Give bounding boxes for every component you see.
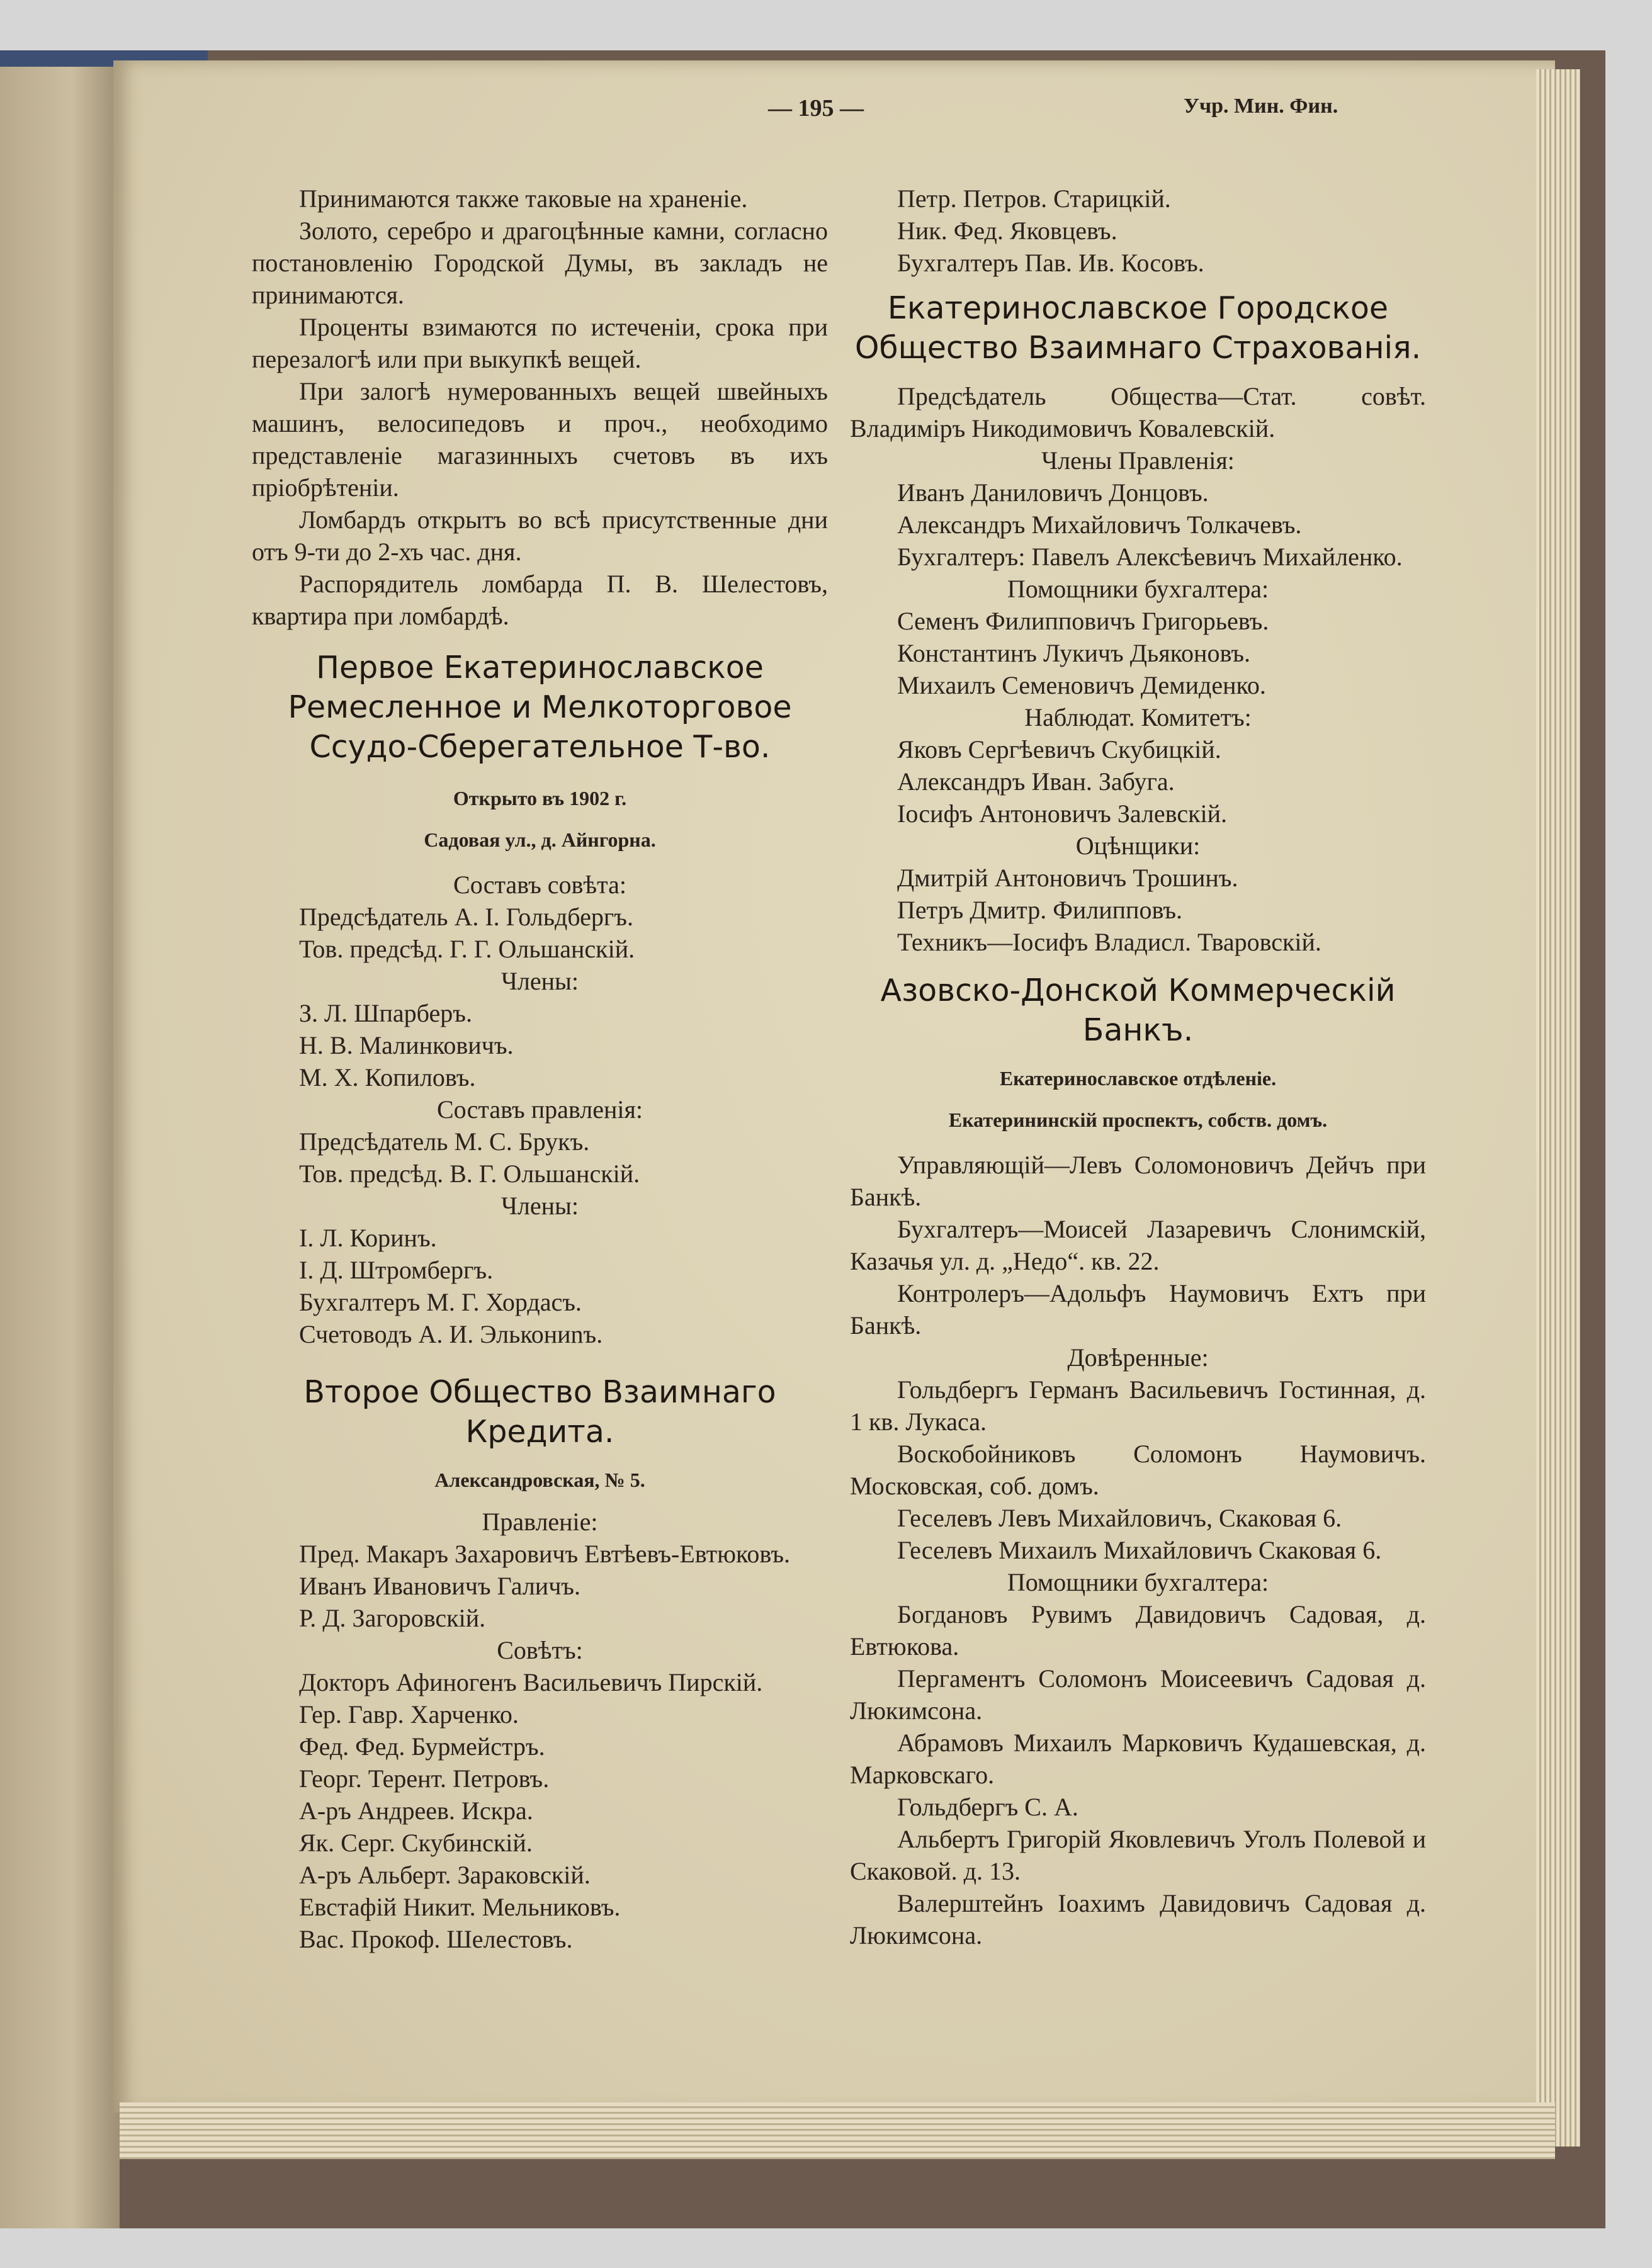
list-item: Іосифъ Антоновичъ Залевскій.	[897, 799, 1228, 828]
section-address: Садовая ул., д. Айнгорна.	[424, 828, 656, 851]
paragraph: Проценты взимаются по истеченіи, срока при перезалогѣ или при выкупкѣ вещей.	[252, 313, 828, 373]
list-heading: Помощники бухгалтера:	[1007, 1568, 1269, 1596]
list-item: Иванъ Ивановичъ Галичъ.	[299, 1572, 580, 1600]
list-item: Яковъ Сергѣевичъ Скубицкій.	[897, 735, 1221, 764]
list-item: А-ръ Альберт. Зараковскій.	[299, 1861, 591, 1889]
left-column	[252, 183, 828, 1955]
paragraph: Бухгалтеръ—Моисей Лазаревичъ Слонимскій, Казачья ул. д. „Недо“. кв. 22.	[850, 1215, 1426, 1275]
list-item: Тов. предсѣд. Г. Г. Ольшанскій.	[299, 935, 635, 963]
list-heading: Составъ совѣта:	[453, 871, 626, 899]
list-item: Иванъ Даниловичъ Донцовъ.	[897, 478, 1209, 507]
list-item: Гольдбергъ Германъ Васильевичъ Гостинная, д. 1 кв. Лукаса.	[850, 1375, 1426, 1436]
list-item: Докторъ Афиногенъ Васильевичъ Пирскій.	[299, 1668, 763, 1696]
list-item: Гер. Гавр. Харченко.	[299, 1700, 519, 1729]
list-item: Р. Д. Загоровскій.	[299, 1604, 486, 1632]
section-address: Екатерининскій проспектъ, собств. домъ.	[948, 1109, 1328, 1131]
section-title: Азовско-Донской Коммерческій Банкъ.	[880, 973, 1396, 1048]
running-head: Учр. Мин. Фин.	[1184, 94, 1338, 118]
list-item: Александръ Михайловичъ Толкачевъ.	[897, 511, 1302, 539]
list-item: Предсѣдатель А. І. Гольдбергъ.	[299, 903, 633, 931]
list-item: Валерштейнъ Іоахимъ Давидовичъ Садовая д. Люкимсона.	[850, 1889, 1426, 1949]
list-item: Предсѣдатель М. С. Брукъ.	[299, 1127, 590, 1156]
paragraph: Ломбардъ открытъ во всѣ присутственные дни отъ 9-ти до 2-хъ час. дня.	[252, 505, 828, 566]
list-heading: Наблюдат. Комитетъ:	[1024, 703, 1252, 731]
list-item: І. Л. Коринъ.	[299, 1224, 437, 1252]
section-title: Екатеринославское Городское Общество Взаимнаго Страхованія.	[854, 290, 1422, 366]
list-item: Н. В. Малинковичъ.	[299, 1031, 514, 1059]
list-item: Михаилъ Семеновичъ Демиденко.	[897, 671, 1266, 699]
left-page-edge	[0, 50, 120, 2228]
paragraph: Контролеръ—Адольфъ Наумовичъ Ехтъ при Банкѣ.	[850, 1279, 1426, 1340]
list-item: Ник. Фед. Яковцевъ.	[897, 217, 1117, 245]
list-item: Гольдбергъ С. А.	[897, 1793, 1078, 1821]
list-item: Альбертъ Григорій Яковлевичъ Уголъ Полевой и Скаковой. д. 13.	[850, 1825, 1426, 1885]
list-item: Петръ Дмитр. Филипповъ.	[897, 896, 1183, 924]
list-item: Георг. Терент. Петровъ.	[299, 1764, 550, 1793]
list-item: Богдановъ Рувимъ Давидовичъ Садовая, д. Евтюкова.	[850, 1600, 1426, 1661]
section-subtitle: Екатеринославское отдѣленіе.	[999, 1067, 1277, 1090]
section-title: Первое Екатеринославское Ремесленное и Мелкоторговое Ссудо-Сберегательное Т-во.	[288, 650, 792, 765]
list-item: Евстафій Никит. Мельниковъ.	[299, 1893, 621, 1921]
list-item: Техникъ—Іосифъ Владисл. Тваровскій.	[897, 928, 1321, 956]
page-number: — 195 —	[768, 95, 864, 121]
list-item: Вас. Прокоф. Шелестовъ.	[299, 1925, 573, 1953]
section-title: Второе Общество Взаимнаго Кредита.	[303, 1374, 776, 1450]
list-item: Тов. предсѣд. В. Г. Ольшанскій.	[299, 1159, 640, 1188]
list-item: Семенъ Филипповичъ Григорьевъ.	[897, 607, 1269, 635]
list-item: Пергаментъ Соломонъ Моисеевичъ Садовая д. Люкимсона.	[850, 1664, 1426, 1725]
list-heading: Правленіе:	[482, 1508, 598, 1536]
list-heading: Помощники бухгалтера:	[1007, 575, 1269, 603]
list-heading: Довѣренные:	[1067, 1343, 1209, 1372]
paragraph: Золото, серебро и драгоцѣнные камни, согласно постановленію Городской Думы, въ закладъ не принимаются.	[252, 217, 828, 309]
list-heading: Члены:	[501, 967, 579, 995]
list-heading: Составъ правленія:	[437, 1095, 643, 1124]
paragraph: Принимаются также таковые на храненіе.	[299, 184, 748, 213]
list-item: Абрамовъ Михаилъ Марковичъ Кудашевская, д. Марковскаго.	[850, 1729, 1426, 1789]
list-item: Геселевъ Михаилъ Михайловичъ Скаковая 6.	[897, 1536, 1382, 1564]
bottom-page-stack	[120, 2102, 1555, 2159]
paragraph: Предсѣдатель Общества—Стат. совѣт. Владиміръ Никодимовичъ Ковалевскій.	[850, 382, 1426, 443]
list-item: Пред. Макаръ Захаровичъ Евтѣевъ-Евтюковъ.	[299, 1540, 790, 1568]
list-item: Геселевъ Левъ Михайловичъ, Скаковая 6.	[897, 1504, 1342, 1532]
section-address: Александровская, № 5.	[434, 1469, 645, 1491]
list-item: І. Д. Штромбергъ.	[299, 1256, 494, 1284]
paragraph: Распорядитель ломбарда П. В. Шелестовъ, квартира при ломбардѣ.	[252, 570, 828, 630]
list-item: З. Л. Шпарберъ.	[299, 999, 472, 1027]
paragraph: Бухгалтеръ: Павелъ Алексѣевичъ Михайленко.	[897, 543, 1403, 571]
list-heading: Совѣтъ:	[497, 1636, 583, 1664]
list-item: Фед. Фед. Бурмейстръ.	[299, 1732, 545, 1761]
list-item: Дмитрій Антоновичъ Трошинъ.	[897, 864, 1238, 892]
list-item: М. Х. Копиловъ.	[299, 1063, 476, 1092]
list-item: Бухгалтеръ М. Г. Хордасъ.	[299, 1288, 582, 1316]
right-page-stack	[1536, 69, 1580, 2147]
list-heading: Оцѣнщики:	[1075, 832, 1201, 860]
list-item: Як. Серг. Скубинскій.	[299, 1829, 533, 1857]
list-item: Воскобойниковъ Соломонъ Наумовичъ. Московская, соб. домъ.	[850, 1440, 1426, 1500]
list-item: Петр. Петров. Старицкій.	[897, 184, 1171, 213]
list-item: Константинъ Лукичъ Дьяконовъ.	[897, 639, 1251, 667]
list-item: А-ръ Андреев. Искра.	[299, 1797, 533, 1825]
paragraph: При залогѣ нумерованныхъ вещей швейныхъ машинъ, велосипедовъ и проч., необходимо представленіе магазинныхъ счетовъ въ ихъ пріобрѣтеніи.	[252, 377, 828, 502]
right-column	[850, 183, 1426, 1951]
paragraph: Управляющій—Левъ Соломоновичъ Дейчъ при Банкѣ.	[850, 1151, 1426, 1211]
section-subtitle: Открыто въ 1902 г.	[453, 787, 627, 810]
list-item: Бухгалтеръ Пав. Ив. Косовъ.	[897, 249, 1204, 277]
list-item: Счетоводъ А. И. Элькониnъ.	[299, 1320, 603, 1348]
list-heading: Члены Правленія:	[1041, 446, 1235, 475]
list-heading: Члены:	[501, 1192, 579, 1220]
list-item: Александръ Иван. Забуга.	[897, 767, 1175, 796]
